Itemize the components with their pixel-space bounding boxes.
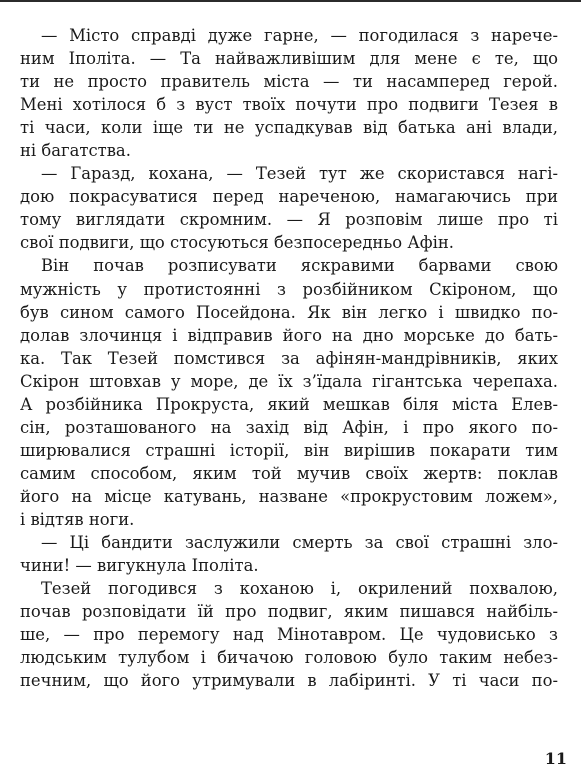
text-line: ше, — про перемогу над Мінотавром. Це чудовисько з bbox=[20, 625, 558, 645]
text-line: був сином самого Посейдона. Як він легко і швидко по- bbox=[20, 302, 558, 322]
text-line: ти не просто правитель міста — ти насамперед герой. bbox=[20, 72, 558, 92]
text-line: печним, що його утримували в лабіринті. У ті часи по- bbox=[20, 671, 558, 691]
text-line: Він почав розписувати яскравими барвами свою bbox=[41, 256, 558, 276]
text-line: почав розповідати їй про подвиг, яким пишався найбіль- bbox=[20, 602, 558, 622]
text-line: його на місце катувань, назване «прокрустовим ложем», bbox=[20, 486, 558, 506]
text-line: ширювалися страшні історії, він вирішив покарати тим bbox=[20, 440, 558, 460]
text-line: самим способом, яким той мучив своїх жертв: поклав bbox=[20, 463, 558, 483]
text-line: людським тулубом і бичачою головою було таким небез- bbox=[20, 648, 558, 668]
text-line: Тезей погодився з коханою і, окрилений похвалою, bbox=[41, 579, 558, 599]
text-line: — Місто справді дуже гарне, — погодилася з нарече- bbox=[41, 26, 558, 45]
text-line: ка. Так Тезей помстився за афінян-мандрівників, яких bbox=[20, 348, 558, 368]
text-line: мужність у протистоянні з розбійником Скіроном, що bbox=[20, 279, 558, 299]
text-line: дою покрасуватися перед нареченою, намагаючись при bbox=[20, 187, 558, 207]
text-line: Скірон штовхав у море, де їх з’їдала гігантська черепаха. bbox=[20, 371, 558, 391]
page-body-text bbox=[20, 24, 558, 692]
text-line: — Гаразд, кохана, — Тезей тут же скористався нагі- bbox=[41, 164, 558, 184]
text-line: ні багатства. bbox=[20, 141, 131, 161]
text-line: тому виглядати скромним. — Я розповім лише про ті bbox=[20, 210, 558, 230]
text-line: ті часи, коли іще ти не успадкував від батька ані влади, bbox=[20, 118, 558, 138]
text-line: і відтяв ноги. bbox=[20, 509, 135, 529]
text-line: — Ці бандити заслужили смерть за свої страшні зло- bbox=[41, 533, 558, 553]
text-line: свої подвиги, що стосуються безпосередньо Афін. bbox=[20, 233, 454, 253]
top-border-rule bbox=[0, 0, 581, 2]
page-number: 11 bbox=[544, 749, 567, 768]
text-line: сін, розташованого на захід від Афін, і про якого по- bbox=[20, 417, 558, 437]
text-line: Мені хотілося б з вуст твоїх почути про подвиги Тезея в bbox=[20, 95, 558, 115]
text-line: чини! — вигукнула Іполіта. bbox=[20, 556, 259, 576]
text-line: А розбійника Прокруста, який мешкав біля міста Елев- bbox=[20, 394, 558, 414]
text-line: долав злочинця і відправив його на дно морське до бать- bbox=[20, 325, 558, 345]
text-line: ним Іполіта. — Та найважливішим для мене є те, що bbox=[20, 49, 558, 69]
